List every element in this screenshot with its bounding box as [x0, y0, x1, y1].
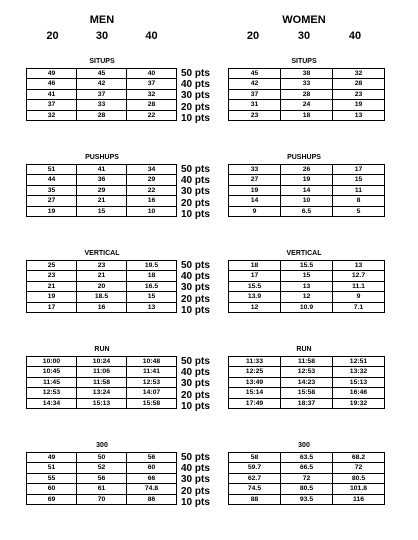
table-cell: 19.5: [127, 261, 177, 271]
table-row: [27, 69, 177, 79]
table-cell: 60: [27, 484, 77, 494]
table-cell: 5: [333, 206, 385, 216]
table-row: [229, 196, 385, 206]
table-row: [27, 206, 177, 216]
table-cell: 27: [229, 175, 281, 185]
table-cell: 23: [229, 110, 281, 120]
table-row: [229, 271, 385, 281]
table-cell: 26: [281, 165, 333, 175]
table-cell: 10:48: [127, 357, 177, 367]
table-cell: 68.2: [333, 453, 385, 463]
table-cell: 29: [127, 175, 177, 185]
table-cell: 9: [229, 206, 281, 216]
table-cell: 13: [333, 110, 385, 120]
table-cell: 12:53: [27, 388, 77, 398]
table-row: [27, 292, 177, 302]
table-cell: 44: [27, 175, 77, 185]
table-cell: 15:13: [333, 377, 385, 387]
table-row: [229, 281, 385, 291]
table-cell: 24: [281, 100, 333, 110]
table-cell: 17: [27, 302, 77, 312]
table-cell: 15.5: [229, 281, 281, 291]
women-title: WOMEN: [282, 14, 326, 26]
table-cell: 19: [27, 292, 77, 302]
table-cell: 16.5: [127, 281, 177, 291]
points-label: 20 pts: [181, 293, 210, 305]
table-cell: 45: [229, 69, 281, 79]
table-cell: 19: [27, 206, 77, 216]
table-cell: 59.7: [229, 463, 281, 473]
table-cell: 14:34: [27, 398, 77, 408]
table-cell: 15:58: [281, 388, 333, 398]
table-row: [229, 100, 385, 110]
table-cell: 28: [127, 100, 177, 110]
table-cell: 66: [127, 473, 177, 483]
table-cell: 55: [27, 473, 77, 483]
table-cell: 12:53: [127, 377, 177, 387]
points-label: 50 pts: [181, 356, 210, 367]
table-cell: 20: [77, 281, 127, 291]
table-cell: 33: [229, 165, 281, 175]
table-cell: 14: [229, 196, 281, 206]
points-label: 20 pts: [181, 101, 210, 113]
table-cell: 37: [77, 89, 127, 99]
table-cell: 40: [127, 69, 177, 79]
table-cell: 41: [77, 165, 127, 175]
men-score-table: [26, 68, 177, 121]
points-label: 30 pts: [181, 186, 210, 198]
points-label: 50 pts: [181, 164, 210, 175]
table-row: [27, 165, 177, 175]
women-section-title: SITUPS: [291, 58, 317, 65]
table-cell: 12: [281, 292, 333, 302]
table-cell: 22: [127, 110, 177, 120]
points-label: 30 pts: [181, 90, 210, 102]
table-cell: 34: [127, 165, 177, 175]
table-cell: 63.5: [281, 453, 333, 463]
points-label: 50 pts: [181, 452, 210, 463]
table-cell: 11:33: [229, 357, 281, 367]
table-row: [229, 206, 385, 216]
table-cell: 13:32: [333, 367, 385, 377]
points-label: 20 pts: [181, 485, 210, 497]
table-cell: 58: [229, 453, 281, 463]
table-cell: 101.8: [333, 484, 385, 494]
table-cell: 12:25: [229, 367, 281, 377]
table-row: [27, 473, 177, 483]
table-cell: 15: [127, 292, 177, 302]
points-labels: [181, 68, 210, 124]
table-row: [229, 79, 385, 89]
points-label: 40 pts: [181, 175, 210, 187]
table-cell: 41: [27, 89, 77, 99]
table-cell: 11:06: [77, 367, 127, 377]
table-row: [27, 367, 177, 377]
table-cell: 37: [229, 89, 281, 99]
table-cell: 16: [127, 196, 177, 206]
table-cell: 15: [333, 175, 385, 185]
women-score-table: [228, 452, 385, 505]
points-labels: [181, 164, 210, 220]
table-row: [229, 377, 385, 387]
table-cell: 11:58: [281, 357, 333, 367]
table-cell: 13:49: [229, 377, 281, 387]
points-labels: [181, 452, 210, 508]
table-cell: 14:07: [127, 388, 177, 398]
men-score-table: [26, 164, 177, 217]
table-row: [229, 494, 385, 504]
table-row: [229, 453, 385, 463]
points-label: 40 pts: [181, 463, 210, 475]
women-age-30: 30: [297, 30, 311, 42]
men-title: MEN: [89, 14, 115, 26]
table-cell: 11:45: [27, 377, 77, 387]
table-cell: 50: [77, 453, 127, 463]
table-cell: 15:13: [77, 398, 127, 408]
women-score-table: [228, 356, 385, 409]
women-age-header: [228, 30, 380, 42]
table-cell: 7.1: [333, 302, 385, 312]
points-label: 30 pts: [181, 282, 210, 294]
table-cell: 12.7: [333, 271, 385, 281]
points-label: 10 pts: [181, 496, 210, 508]
table-cell: 74.5: [229, 484, 281, 494]
table-cell: 80.5: [281, 484, 333, 494]
table-cell: 35: [27, 185, 77, 195]
table-cell: 17: [229, 271, 281, 281]
table-cell: 93.5: [281, 494, 333, 504]
points-label: 30 pts: [181, 378, 210, 390]
table-cell: 16:46: [333, 388, 385, 398]
table-row: [27, 484, 177, 494]
table-cell: 22: [127, 185, 177, 195]
points-label: 40 pts: [181, 367, 210, 379]
men-age-40: 40: [145, 30, 158, 42]
table-row: [229, 261, 385, 271]
points-label: 10 pts: [181, 400, 210, 412]
table-cell: 19:32: [333, 398, 385, 408]
table-row: [27, 494, 177, 504]
table-cell: 46: [27, 79, 77, 89]
table-row: [27, 357, 177, 367]
table-row: [27, 196, 177, 206]
points-label: 50 pts: [181, 68, 210, 79]
points-labels: [181, 260, 210, 316]
men-section-title: SITUPS: [89, 58, 115, 65]
table-cell: 18.5: [77, 292, 127, 302]
table-cell: 37: [127, 79, 177, 89]
table-row: [27, 261, 177, 271]
table-cell: 86: [127, 494, 177, 504]
points-label: 10 pts: [181, 304, 210, 316]
table-cell: 42: [77, 79, 127, 89]
table-row: [229, 165, 385, 175]
table-row: [229, 175, 385, 185]
table-cell: 23: [27, 271, 77, 281]
table-cell: 16: [77, 302, 127, 312]
table-cell: 80.5: [333, 473, 385, 483]
table-cell: 13:24: [77, 388, 127, 398]
table-cell: 10:00: [27, 357, 77, 367]
table-cell: 17: [333, 165, 385, 175]
table-cell: 32: [127, 89, 177, 99]
table-row: [229, 292, 385, 302]
table-row: [229, 110, 385, 120]
table-cell: 15: [77, 206, 127, 216]
points-label: 40 pts: [181, 79, 210, 91]
table-cell: 15: [281, 271, 333, 281]
points-label: 20 pts: [181, 197, 210, 209]
table-cell: 72: [333, 463, 385, 473]
table-cell: 31: [229, 100, 281, 110]
table-cell: 49: [27, 453, 77, 463]
table-row: [229, 398, 385, 408]
women-section-title: RUN: [296, 346, 312, 353]
women-section-title: PUSHUPS: [287, 154, 321, 161]
men-age-20: 20: [46, 30, 59, 42]
table-cell: 11.1: [333, 281, 385, 291]
women-section-title: VERTICAL: [286, 250, 322, 257]
table-cell: 10: [127, 206, 177, 216]
table-cell: 70: [77, 494, 127, 504]
table-row: [27, 100, 177, 110]
table-cell: 13: [281, 281, 333, 291]
table-cell: 15:58: [127, 398, 177, 408]
table-row: [27, 79, 177, 89]
table-cell: 19: [229, 185, 281, 195]
table-cell: 10:24: [77, 357, 127, 367]
table-cell: 36: [77, 175, 127, 185]
table-row: [27, 463, 177, 473]
table-row: [229, 302, 385, 312]
table-cell: 21: [77, 271, 127, 281]
table-cell: 45: [77, 69, 127, 79]
table-row: [229, 357, 385, 367]
table-row: [27, 281, 177, 291]
table-cell: 8: [333, 196, 385, 206]
table-cell: 19: [281, 175, 333, 185]
table-row: [27, 302, 177, 312]
points-labels: [181, 356, 210, 412]
table-cell: 14: [281, 185, 333, 195]
table-cell: 60: [127, 463, 177, 473]
women-score-table: [228, 164, 385, 217]
table-row: [27, 377, 177, 387]
points-label: 10 pts: [181, 208, 210, 220]
men-age-header: [28, 30, 176, 42]
table-cell: 12:53: [281, 367, 333, 377]
table-row: [27, 185, 177, 195]
table-row: [229, 473, 385, 483]
table-cell: 17:49: [229, 398, 281, 408]
table-cell: 66.5: [281, 463, 333, 473]
men-score-table: [26, 452, 177, 505]
table-cell: 28: [77, 110, 127, 120]
table-row: [27, 110, 177, 120]
table-row: [229, 388, 385, 398]
table-cell: 33: [77, 100, 127, 110]
table-cell: 12: [229, 302, 281, 312]
table-cell: 15.5: [281, 261, 333, 271]
table-cell: 18: [229, 261, 281, 271]
table-cell: 74.8: [127, 484, 177, 494]
men-age-30: 30: [95, 30, 109, 42]
table-cell: 21: [27, 281, 77, 291]
men-score-table: [26, 260, 177, 313]
table-cell: 88: [229, 494, 281, 504]
table-row: [27, 89, 177, 99]
table-cell: 23: [77, 261, 127, 271]
women-section-title: 300: [298, 442, 310, 449]
table-cell: 21: [77, 196, 127, 206]
men-score-table: [26, 356, 177, 409]
table-row: [27, 271, 177, 281]
table-cell: 18:37: [281, 398, 333, 408]
table-row: [229, 89, 385, 99]
table-cell: 51: [27, 165, 77, 175]
table-row: [27, 398, 177, 408]
points-label: 30 pts: [181, 474, 210, 486]
table-cell: 28: [333, 79, 385, 89]
table-cell: 11:41: [127, 367, 177, 377]
table-cell: 69: [27, 494, 77, 504]
table-cell: 116: [333, 494, 385, 504]
points-label: 40 pts: [181, 271, 210, 283]
table-cell: 28: [281, 89, 333, 99]
points-label: 20 pts: [181, 389, 210, 401]
men-section-title: 300: [96, 442, 108, 449]
table-row: [229, 367, 385, 377]
table-cell: 10: [281, 196, 333, 206]
table-cell: 15:14: [229, 388, 281, 398]
table-cell: 11:58: [77, 377, 127, 387]
table-cell: 10.9: [281, 302, 333, 312]
table-cell: 56: [127, 453, 177, 463]
table-cell: 10:45: [27, 367, 77, 377]
table-cell: 9: [333, 292, 385, 302]
table-cell: 23: [333, 89, 385, 99]
table-row: [229, 484, 385, 494]
table-cell: 18: [127, 271, 177, 281]
table-cell: 12:51: [333, 357, 385, 367]
table-cell: 52: [77, 463, 127, 473]
table-row: [229, 185, 385, 195]
table-cell: 11: [333, 185, 385, 195]
table-cell: 72: [281, 473, 333, 483]
table-cell: 61: [77, 484, 127, 494]
table-cell: 49: [27, 69, 77, 79]
men-section-title: PUSHUPS: [85, 154, 119, 161]
women-score-table: [228, 68, 385, 121]
points-label: 50 pts: [181, 260, 210, 271]
table-cell: 13.9: [229, 292, 281, 302]
women-score-table: [228, 260, 385, 313]
table-cell: 42: [229, 79, 281, 89]
table-row: [27, 175, 177, 185]
table-cell: 13: [333, 261, 385, 271]
table-cell: 56: [77, 473, 127, 483]
table-cell: 33: [281, 79, 333, 89]
table-row: [27, 388, 177, 398]
table-cell: 25: [27, 261, 77, 271]
table-cell: 13: [127, 302, 177, 312]
table-cell: 51: [27, 463, 77, 473]
table-cell: 27: [27, 196, 77, 206]
table-cell: 37: [27, 100, 77, 110]
table-row: [229, 69, 385, 79]
table-cell: 62.7: [229, 473, 281, 483]
table-cell: 19: [333, 100, 385, 110]
table-cell: 29: [77, 185, 127, 195]
women-age-20: 20: [246, 30, 260, 42]
table-cell: 38: [281, 69, 333, 79]
women-age-40: 40: [348, 30, 362, 42]
table-cell: 14:23: [281, 377, 333, 387]
table-cell: 32: [27, 110, 77, 120]
table-cell: 6.5: [281, 206, 333, 216]
men-section-title: VERTICAL: [84, 250, 120, 257]
points-label: 10 pts: [181, 112, 210, 124]
men-section-title: RUN: [94, 346, 110, 353]
table-cell: 18: [281, 110, 333, 120]
table-row: [27, 453, 177, 463]
table-cell: 32: [333, 69, 385, 79]
table-row: [229, 463, 385, 473]
